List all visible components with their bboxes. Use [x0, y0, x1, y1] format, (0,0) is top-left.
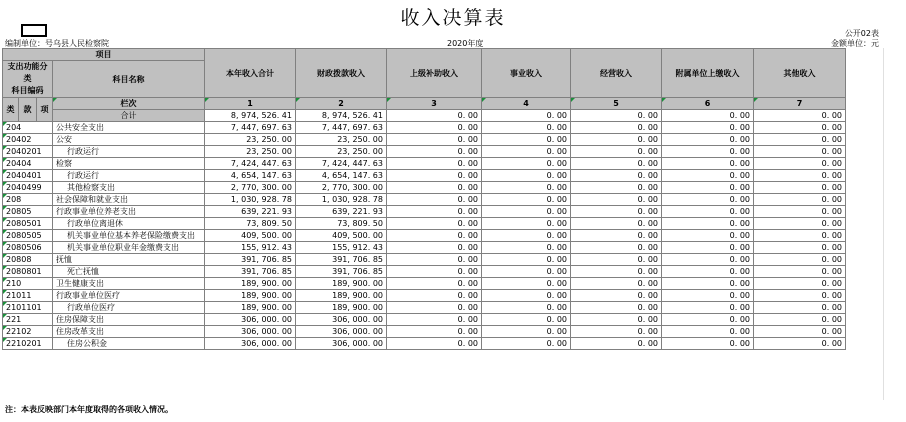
total-cell[interactable]: 0. 00 [754, 110, 846, 122]
amount-cell[interactable]: 0. 00 [387, 134, 482, 146]
amount-cell[interactable]: 0. 00 [754, 314, 846, 326]
amount-cell[interactable]: 0. 00 [387, 146, 482, 158]
total-cell[interactable]: 8, 974, 526. 41 [205, 110, 296, 122]
amount-cell[interactable]: 0. 00 [571, 242, 662, 254]
col-header-superior: 上级补助收入 [387, 49, 482, 98]
amount-cell[interactable]: 0. 00 [571, 182, 662, 194]
amount-cell[interactable]: 0. 00 [482, 266, 571, 278]
table-row [3, 290, 846, 302]
col-header-business: 事业收入 [482, 49, 571, 98]
subject-name-cell[interactable]: 死亡抚恤 [53, 266, 205, 278]
subject-name-cell[interactable]: 行政运行 [53, 146, 205, 158]
amount-cell[interactable]: 189, 900. 00 [296, 302, 387, 314]
amount-cell[interactable]: 306, 000. 00 [296, 314, 387, 326]
amount-cell[interactable]: 409, 500. 00 [296, 230, 387, 242]
amount-cell[interactable]: 306, 000. 00 [205, 314, 296, 326]
amount-cell[interactable]: 0. 00 [754, 218, 846, 230]
amount-cell[interactable]: 2, 770, 300. 00 [205, 182, 296, 194]
subject-name-cell[interactable]: 检察 [53, 158, 205, 170]
amount-cell[interactable]: 0. 00 [754, 134, 846, 146]
income-table [2, 48, 846, 350]
amount-cell[interactable]: 0. 00 [482, 314, 571, 326]
table-row [3, 266, 846, 278]
amount-cell[interactable]: 0. 00 [754, 230, 846, 242]
col-header-other: 其他收入 [754, 49, 846, 98]
amount-cell[interactable]: 0. 00 [662, 290, 754, 302]
func-code-cell[interactable]: 20402 [3, 134, 53, 146]
func-code-cell[interactable]: 2080501 [3, 218, 53, 230]
amount-cell[interactable]: 0. 00 [571, 302, 662, 314]
func-code-cell[interactable]: 210 [3, 278, 53, 290]
table-row [3, 122, 846, 134]
amount-cell[interactable]: 0. 00 [662, 146, 754, 158]
amount-cell[interactable]: 0. 00 [387, 194, 482, 206]
amount-cell[interactable]: 23, 250. 00 [205, 134, 296, 146]
amount-cell[interactable]: 0. 00 [387, 182, 482, 194]
amount-cell[interactable]: 0. 00 [387, 290, 482, 302]
amount-cell[interactable]: 0. 00 [662, 326, 754, 338]
amount-cell[interactable]: 0. 00 [571, 326, 662, 338]
subject-name-cell[interactable]: 其他检察支出 [53, 182, 205, 194]
amount-cell[interactable]: 0. 00 [387, 206, 482, 218]
col-header-operation: 经营收入 [571, 49, 662, 98]
amount-cell[interactable]: 0. 00 [387, 158, 482, 170]
amount-cell[interactable]: 0. 00 [754, 266, 846, 278]
func-code-cell[interactable]: 2080505 [3, 230, 53, 242]
amount-cell[interactable]: 155, 912. 43 [296, 242, 387, 254]
amount-cell[interactable]: 7, 424, 447. 63 [205, 158, 296, 170]
amount-cell[interactable]: 23, 250. 00 [296, 134, 387, 146]
amount-cell[interactable]: 0. 00 [387, 254, 482, 266]
amount-cell[interactable]: 0. 00 [482, 218, 571, 230]
func-code-cell[interactable]: 21011 [3, 290, 53, 302]
table-row [3, 230, 846, 242]
amount-cell[interactable]: 0. 00 [571, 194, 662, 206]
col-num-1: 1 [205, 98, 296, 110]
amount-cell[interactable]: 0. 00 [662, 278, 754, 290]
func-code-cell[interactable]: 2040401 [3, 170, 53, 182]
func-code-cell[interactable]: 2040201 [3, 146, 53, 158]
amount-cell[interactable]: 391, 706. 85 [205, 254, 296, 266]
amount-cell[interactable]: 0. 00 [482, 290, 571, 302]
amount-cell[interactable]: 0. 00 [662, 266, 754, 278]
subject-name-cell[interactable]: 行政运行 [53, 170, 205, 182]
amount-cell[interactable]: 189, 900. 00 [296, 278, 387, 290]
amount-cell[interactable]: 23, 250. 00 [205, 146, 296, 158]
amount-cell[interactable]: 0. 00 [662, 158, 754, 170]
table-row [3, 182, 846, 194]
table-row [3, 194, 846, 206]
amount-cell[interactable]: 0. 00 [387, 314, 482, 326]
func-code-cell[interactable]: 2040499 [3, 182, 53, 194]
amount-cell[interactable]: 306, 000. 00 [205, 326, 296, 338]
unit-label: 金额单位：元 [831, 39, 879, 48]
amount-cell[interactable]: 0. 00 [662, 206, 754, 218]
amount-cell[interactable]: 0. 00 [571, 218, 662, 230]
subject-name-cell[interactable]: 公共安全支出 [53, 122, 205, 134]
amount-cell[interactable]: 0. 00 [754, 182, 846, 194]
table-note: 注：本表反映部门本年度取得的各项收入情况。 [5, 405, 173, 414]
col-num-4: 4 [482, 98, 571, 110]
amount-cell[interactable]: 0. 00 [571, 254, 662, 266]
func-code-cell[interactable]: 221 [3, 314, 53, 326]
amount-cell[interactable]: 0. 00 [482, 146, 571, 158]
func-code-cell[interactable]: 2080801 [3, 266, 53, 278]
amount-cell[interactable]: 306, 000. 00 [296, 326, 387, 338]
table-row [3, 314, 846, 326]
amount-cell[interactable]: 0. 00 [482, 122, 571, 134]
amount-cell[interactable]: 391, 706. 85 [205, 266, 296, 278]
amount-cell[interactable]: 0. 00 [662, 182, 754, 194]
amount-cell[interactable]: 4, 654, 147. 63 [205, 170, 296, 182]
amount-cell[interactable]: 0. 00 [571, 146, 662, 158]
project-header: 项目 [3, 49, 205, 61]
table-row [3, 254, 846, 266]
col-header-total: 本年收入合计 [205, 49, 296, 98]
amount-cell[interactable]: 0. 00 [754, 206, 846, 218]
amount-cell[interactable]: 0. 00 [662, 242, 754, 254]
func-code-cell[interactable]: 204 [3, 122, 53, 134]
table-row [3, 158, 846, 170]
amount-cell[interactable]: 0. 00 [387, 326, 482, 338]
amount-cell[interactable]: 0. 00 [482, 170, 571, 182]
amount-cell[interactable]: 0. 00 [571, 170, 662, 182]
amount-cell[interactable]: 23, 250. 00 [296, 146, 387, 158]
amount-cell[interactable]: 0. 00 [754, 278, 846, 290]
amount-cell[interactable]: 639, 221. 93 [205, 206, 296, 218]
amount-cell[interactable]: 0. 00 [662, 218, 754, 230]
col-header-fiscal: 财政拨款收入 [296, 49, 387, 98]
amount-cell[interactable]: 0. 00 [662, 230, 754, 242]
amount-cell[interactable]: 409, 500. 00 [205, 230, 296, 242]
subject-name-cell[interactable]: 住房公积金 [53, 338, 205, 350]
subject-name-header: 科目名称 [53, 61, 205, 98]
amount-cell[interactable]: 0. 00 [482, 134, 571, 146]
subject-name-cell[interactable]: 机关事业单位职业年金缴费支出 [53, 242, 205, 254]
amount-cell[interactable]: 7, 424, 447. 63 [296, 158, 387, 170]
page-title: 收入决算表 [400, 7, 506, 29]
amount-cell[interactable]: 0. 00 [482, 182, 571, 194]
table-row [3, 134, 846, 146]
amount-cell[interactable]: 0. 00 [387, 242, 482, 254]
amount-cell[interactable]: 0. 00 [754, 338, 846, 350]
amount-cell[interactable]: 0. 00 [482, 242, 571, 254]
amount-cell[interactable]: 0. 00 [662, 314, 754, 326]
amount-cell[interactable]: 0. 00 [754, 122, 846, 134]
amount-cell[interactable]: 0. 00 [571, 206, 662, 218]
amount-cell[interactable]: 0. 00 [571, 230, 662, 242]
amount-cell[interactable]: 0. 00 [482, 194, 571, 206]
amount-cell[interactable]: 0. 00 [482, 326, 571, 338]
amount-cell[interactable]: 0. 00 [754, 254, 846, 266]
amount-cell[interactable]: 0. 00 [571, 278, 662, 290]
table-row [3, 170, 846, 182]
lanci-header: 栏次 [53, 98, 205, 110]
amount-cell[interactable]: 0. 00 [754, 302, 846, 314]
subject-name-cell[interactable]: 行政单位离退休 [53, 218, 205, 230]
func-code-cell[interactable]: 22102 [3, 326, 53, 338]
total-cell[interactable]: 8, 974, 526. 41 [296, 110, 387, 122]
amount-cell[interactable]: 0. 00 [482, 338, 571, 350]
amount-cell[interactable]: 7, 447, 697. 63 [205, 122, 296, 134]
func-code-cell[interactable]: 2080506 [3, 242, 53, 254]
amount-cell[interactable]: 639, 221. 93 [296, 206, 387, 218]
amount-cell[interactable]: 306, 000. 00 [296, 338, 387, 350]
table-row [3, 146, 846, 158]
amount-cell[interactable]: 0. 00 [662, 302, 754, 314]
amount-cell[interactable]: 0. 00 [754, 242, 846, 254]
amount-cell[interactable]: 0. 00 [387, 302, 482, 314]
amount-cell[interactable]: 0. 00 [754, 290, 846, 302]
func-code-cell[interactable]: 20404 [3, 158, 53, 170]
amount-cell[interactable]: 0. 00 [387, 230, 482, 242]
amount-cell[interactable]: 0. 00 [387, 278, 482, 290]
subject-name-cell[interactable]: 公安 [53, 134, 205, 146]
amount-cell[interactable]: 1, 030, 928. 78 [205, 194, 296, 206]
amount-cell[interactable]: 0. 00 [754, 158, 846, 170]
amount-cell[interactable]: 306, 000. 00 [205, 338, 296, 350]
org-label: 编制单位：号乌县人民检察院 [5, 39, 109, 48]
amount-cell[interactable]: 0. 00 [387, 338, 482, 350]
amount-cell[interactable]: 1, 030, 928. 78 [296, 194, 387, 206]
table-row [3, 242, 846, 254]
col-header-affiliated: 附属单位上缴收入 [662, 49, 754, 98]
subject-name-cell[interactable]: 机关事业单位基本养老保险缴费支出 [53, 230, 205, 242]
table-row [3, 278, 846, 290]
amount-cell[interactable]: 0. 00 [482, 230, 571, 242]
func-code-cell[interactable]: 20808 [3, 254, 53, 266]
amount-cell[interactable]: 0. 00 [662, 134, 754, 146]
amount-cell[interactable]: 391, 706. 85 [296, 266, 387, 278]
amount-cell[interactable]: 0. 00 [662, 338, 754, 350]
col-num-3: 3 [387, 98, 482, 110]
subject-name-cell[interactable]: 行政单位医疗 [53, 302, 205, 314]
amount-cell[interactable]: 189, 900. 00 [205, 302, 296, 314]
amount-cell[interactable]: 7, 447, 697. 63 [296, 122, 387, 134]
form-number: 公开02表 [844, 29, 879, 38]
subject-name-cell[interactable]: 社会保障和就业支出 [53, 194, 205, 206]
subject-name-cell[interactable]: 住房改革支出 [53, 326, 205, 338]
amount-cell[interactable]: 0. 00 [662, 170, 754, 182]
func-code-header: 支出功能分类 科目编码 [3, 61, 53, 98]
table-row [3, 218, 846, 230]
col-num-2: 2 [296, 98, 387, 110]
amount-cell[interactable]: 73, 809. 50 [296, 218, 387, 230]
amount-cell[interactable]: 0. 00 [571, 158, 662, 170]
amount-cell[interactable]: 0. 00 [662, 122, 754, 134]
total-cell[interactable]: 0. 00 [482, 110, 571, 122]
table-row [3, 206, 846, 218]
total-cell[interactable]: 0. 00 [571, 110, 662, 122]
subject-name-cell[interactable]: 行政事业单位医疗 [53, 290, 205, 302]
amount-cell[interactable]: 0. 00 [571, 290, 662, 302]
amount-cell[interactable]: 0. 00 [571, 314, 662, 326]
amount-cell[interactable]: 0. 00 [387, 218, 482, 230]
col-num-6: 6 [662, 98, 754, 110]
amount-cell[interactable]: 0. 00 [482, 302, 571, 314]
amount-cell[interactable]: 0. 00 [482, 206, 571, 218]
amount-cell[interactable]: 155, 912. 43 [205, 242, 296, 254]
amount-cell[interactable]: 0. 00 [571, 134, 662, 146]
empty-column-area [883, 48, 906, 400]
amount-cell[interactable]: 0. 00 [662, 254, 754, 266]
total-label: 合计 [53, 110, 205, 122]
amount-cell[interactable]: 0. 00 [387, 170, 482, 182]
amount-cell[interactable]: 189, 900. 00 [296, 290, 387, 302]
subject-name-cell[interactable]: 住房保障支出 [53, 314, 205, 326]
amount-cell[interactable]: 0. 00 [754, 326, 846, 338]
amount-cell[interactable]: 0. 00 [754, 146, 846, 158]
amount-cell[interactable]: 0. 00 [482, 158, 571, 170]
table-row [3, 302, 846, 314]
amount-cell[interactable]: 0. 00 [387, 122, 482, 134]
table-row [3, 338, 846, 350]
col-num-7: 7 [754, 98, 846, 110]
func-code-cell[interactable]: 2210201 [3, 338, 53, 350]
amount-cell[interactable]: 189, 900. 00 [205, 278, 296, 290]
amount-cell[interactable]: 2, 770, 300. 00 [296, 182, 387, 194]
table-row [3, 326, 846, 338]
amount-cell[interactable]: 0. 00 [387, 266, 482, 278]
func-code-cell[interactable]: 2101101 [3, 302, 53, 314]
amount-cell[interactable]: 4, 654, 147. 63 [296, 170, 387, 182]
total-cell[interactable]: 0. 00 [387, 110, 482, 122]
amount-cell[interactable]: 391, 706. 85 [296, 254, 387, 266]
amount-cell[interactable]: 0. 00 [662, 194, 754, 206]
amount-cell[interactable]: 0. 00 [571, 122, 662, 134]
total-cell[interactable]: 0. 00 [662, 110, 754, 122]
subject-name-cell[interactable]: 行政事业单位养老支出 [53, 206, 205, 218]
lei-header: 类 [3, 98, 19, 122]
func-code-cell[interactable]: 20805 [3, 206, 53, 218]
amount-cell[interactable]: 0. 00 [571, 338, 662, 350]
kuan-header: 款 [19, 98, 37, 122]
func-code-cell[interactable]: 208 [3, 194, 53, 206]
amount-cell[interactable]: 0. 00 [482, 278, 571, 290]
amount-cell[interactable]: 0. 00 [754, 194, 846, 206]
amount-cell[interactable]: 0. 00 [482, 254, 571, 266]
subject-name-cell[interactable]: 卫生健康支出 [53, 278, 205, 290]
amount-cell[interactable]: 0. 00 [754, 170, 846, 182]
amount-cell[interactable]: 0. 00 [571, 266, 662, 278]
fiscal-year: 2020年度 [447, 39, 484, 48]
col-num-5: 5 [571, 98, 662, 110]
xiang-header: 项 [37, 98, 53, 122]
amount-cell[interactable]: 73, 809. 50 [205, 218, 296, 230]
subject-name-cell[interactable]: 抚恤 [53, 254, 205, 266]
amount-cell[interactable]: 189, 900. 00 [205, 290, 296, 302]
